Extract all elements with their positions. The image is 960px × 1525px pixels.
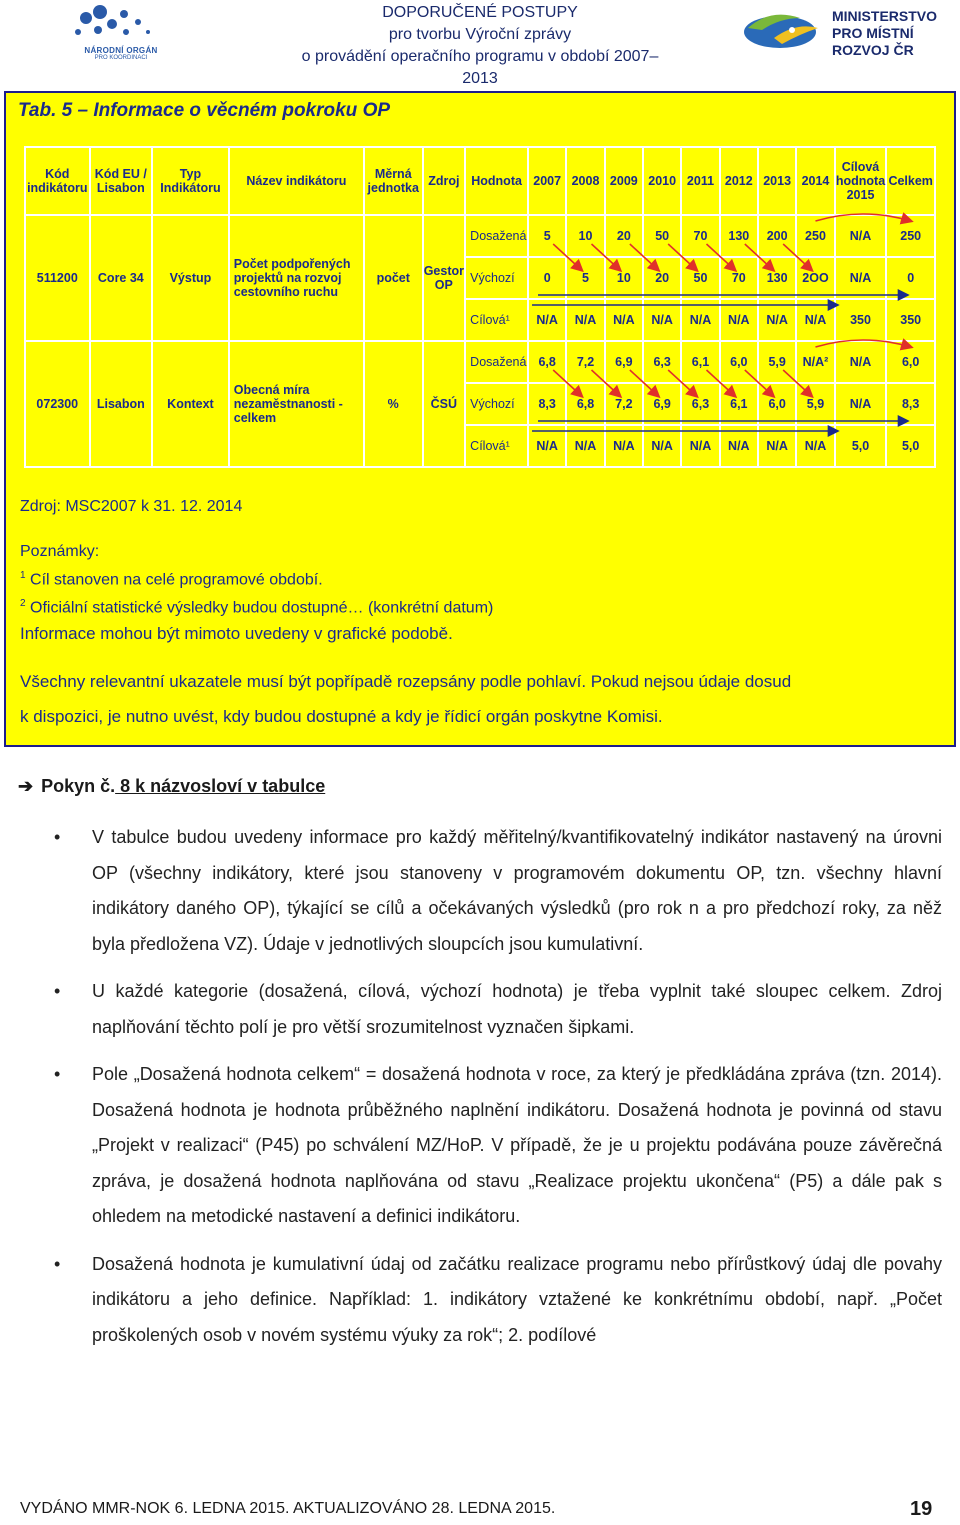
page-header — [0, 0, 960, 87]
cell-value: 50 — [643, 215, 681, 257]
list-item: • U každé kategorie (dosažená, cílová, výchozí hodnota) je třeba vyplnit také sloupec celkem. Zdroj naplňování těchto polí je pro větší srozumitelnost vyznačen šipkami. — [54, 974, 942, 1045]
cell-value: 8,3 — [528, 383, 566, 425]
cell-typ: Kontext — [152, 341, 229, 467]
list-item: • Pole „Dosažená hodnota celkem“ = dosažená hodnota v roce, za který je předkládána zpráva (tzn. 2014). Dosažená hodnota je hodnota průběžného naplnění indikátoru. Dosažená hodnota je povinná od stavu „Projekt v realizaci“ (P45) po schválení MZ/HoP. V případě, že je u projektu podávána pouze závěrečná zpráva, je dosažená hodnota naplňována od stavu „Realizace projektu ukončena“ (P5) a dále pak s ohledem na metodické nastavení a definici indikátoru. — [54, 1057, 942, 1235]
column-header: 2009 — [605, 147, 643, 215]
list-item: • V tabulce budou uvedeny informace pro každý měřitelný/kvantifikovatelný indikátor nastavený na úrovni OP (všechny indikátory, které jsou stanoveny v programovém dokumentu OP, tzn. všechny hlavní indikátory daného OP), týkající se cílů a očekávaných výsledků (pro rok n a pro předchozí roky, za něž byla předložena VZ). Údaje v jednotlivých sloupcích jsou kumulativní. — [54, 820, 942, 962]
table-header-row — [25, 147, 935, 215]
cell-value: N/A — [720, 425, 758, 467]
column-header: 2007 — [528, 147, 566, 215]
cell-eu: Core 34 — [90, 215, 153, 341]
cell-value: N/A — [605, 299, 643, 341]
list-item: • Dosažená hodnota je kumulativní údaj od začátku realizace programu nebo přírůstkový údaj dle povahy indikátoru a jeho definice. Například: 1. indikátory vztažené ke konkrétnímu období, např. „Počet proškolených osob v novém systému výuky za rok“; 2. podílové — [54, 1247, 942, 1354]
cell-hodnota-label: Cílová¹ — [465, 425, 528, 467]
cell-value: 20 — [605, 215, 643, 257]
cell-value: 130 — [758, 257, 796, 299]
cell-value: 250 — [886, 215, 935, 257]
arrow-right-icon: ➔ — [18, 776, 34, 796]
cell-value: 5,0 — [886, 425, 935, 467]
mmr-logo — [740, 4, 950, 64]
header-title — [300, 2, 660, 90]
cell-value: 0 — [528, 257, 566, 299]
narodni-organ-logo — [66, 0, 166, 64]
para-graphic: Informace mohou být mimoto uvedeny v grafické podobě. — [20, 624, 453, 643]
cell-value: 350 — [886, 299, 935, 341]
cell-hodnota-label: Dosažená — [465, 215, 528, 257]
mmr-emblem-icon — [740, 4, 824, 54]
cell-kod: 511200 — [25, 215, 90, 341]
cell-value: 10 — [566, 215, 604, 257]
column-header: Kód indikátoru — [25, 147, 90, 215]
cell-value: 6,8 — [528, 341, 566, 383]
cell-value: N/A — [796, 425, 834, 467]
pokyn-title: 8 k názvosloví v tabulce — [115, 776, 326, 796]
cell-zdroj: Gestor OP — [423, 215, 466, 341]
column-header: Měrná jednotka — [364, 147, 423, 215]
cell-value: 5 — [566, 257, 604, 299]
cell-value: N/A² — [796, 341, 834, 383]
cell-value: N/A — [605, 425, 643, 467]
para-gender-1: Všechny relevantní ukazatele musí být popřípadě rozepsány podle pohlaví. Pokud nejsou údaje dosud — [20, 672, 792, 691]
cell-jednotka: počet — [364, 215, 423, 341]
column-header: Hodnota — [465, 147, 528, 215]
column-header: Název indikátoru — [229, 147, 364, 215]
cell-value: N/A — [528, 425, 566, 467]
cell-value: N/A — [835, 383, 887, 425]
cell-kod: 072300 — [25, 341, 90, 467]
column-header: 2008 — [566, 147, 604, 215]
column-header: Celkem — [886, 147, 935, 215]
table-row — [25, 215, 935, 257]
cell-value: N/A — [796, 299, 834, 341]
column-header: 2010 — [643, 147, 681, 215]
cell-value: N/A — [643, 425, 681, 467]
cell-value: 6,8 — [566, 383, 604, 425]
source-note: Zdroj: MSC2007 k 31. 12. 2014 — [20, 498, 243, 515]
left-org-name: NÁRODNÍ ORGÁN — [84, 46, 158, 55]
cell-value: 5,9 — [796, 383, 834, 425]
cell-value: N/A — [835, 215, 887, 257]
cell-value: 130 — [720, 215, 758, 257]
cell-value: 2OO — [796, 257, 834, 299]
column-header: 2011 — [681, 147, 719, 215]
cell-value: 350 — [835, 299, 887, 341]
column-header: 2013 — [758, 147, 796, 215]
column-header: Zdroj — [423, 147, 466, 215]
cell-jednotka: % — [364, 341, 423, 467]
cell-value: N/A — [758, 425, 796, 467]
cell-value: 6,9 — [605, 341, 643, 383]
cell-value: 6,0 — [720, 341, 758, 383]
note-1: $^1$ Cíl stanoven na celé programové období. — [20, 570, 323, 589]
cell-value: 6,1 — [720, 383, 758, 425]
cell-value: 5 — [528, 215, 566, 257]
cell-value: 6,9 — [643, 383, 681, 425]
cell-value: 70 — [720, 257, 758, 299]
mmr-line-1: MINISTERSTVO — [832, 8, 938, 24]
cell-value: N/A — [835, 257, 887, 299]
column-header: 2012 — [720, 147, 758, 215]
indicator-table — [24, 146, 936, 468]
instruction-list — [54, 820, 942, 1365]
mmr-line-3: ROZVOJ ČR — [832, 42, 914, 58]
cell-value: N/A — [835, 341, 887, 383]
header-line-3: o provádění operačního programu v období 2007–2013 — [301, 48, 659, 87]
column-header: Typ Indikátoru — [152, 147, 229, 215]
cell-value: N/A — [566, 425, 604, 467]
table-row — [25, 341, 935, 383]
cell-value: 6,0 — [886, 341, 935, 383]
cell-hodnota-label: Výchozí — [465, 383, 528, 425]
cell-value: 50 — [681, 257, 719, 299]
cell-value: N/A — [758, 299, 796, 341]
cell-zdroj: ČSÚ — [423, 341, 466, 467]
cell-hodnota-label: Dosažená — [465, 341, 528, 383]
footer-text: VYDÁNO MMR-NOK 6. LEDNA 2015. AKTUALIZOVÁNO 28. LEDNA 2015. — [20, 1500, 556, 1517]
table-title: Tab. 5 – Informace o věcném pokroku OP — [18, 100, 391, 121]
cell-value: 250 — [796, 215, 834, 257]
header-line-2: pro tvorbu Výroční zprávy — [388, 26, 572, 43]
cell-value: 6,1 — [681, 341, 719, 383]
cell-value: 5,0 — [835, 425, 887, 467]
left-org-sub: PRO KOORDINACI — [94, 55, 148, 61]
cell-value: N/A — [643, 299, 681, 341]
cell-typ: Výstup — [152, 215, 229, 341]
cell-eu: Lisabon — [90, 341, 153, 467]
notes-title: Poznámky: — [20, 543, 100, 560]
pokyn-prefix: Pokyn č. — [41, 776, 116, 796]
column-header: Cílová hodnota 2015 — [835, 147, 887, 215]
cell-value: 7,2 — [605, 383, 643, 425]
cell-value: N/A — [566, 299, 604, 341]
cell-nazev: Počet podpořených projektů na rozvoj cestovního ruchu — [229, 215, 364, 341]
cell-value: 6,3 — [643, 341, 681, 383]
cell-value: N/A — [681, 299, 719, 341]
cell-value: 20 — [643, 257, 681, 299]
cell-value: N/A — [528, 299, 566, 341]
cell-value: 200 — [758, 215, 796, 257]
column-header: Kód EU / Lisabon — [90, 147, 153, 215]
notes — [20, 540, 493, 621]
cell-value: 70 — [681, 215, 719, 257]
note-2: $^2$ Oficiální statistické výsledky budou dostupné… (konkrétní datum) — [20, 598, 494, 617]
cell-value: 8,3 — [886, 383, 935, 425]
para-gender-2: k dispozici, je nutno uvést, kdy budou dostupné a kdy je řídicí orgán poskytne Komisi. — [20, 707, 663, 726]
cell-value: 0 — [886, 257, 935, 299]
cell-value: N/A — [720, 299, 758, 341]
cell-value: N/A — [681, 425, 719, 467]
page-number: 19 — [910, 1498, 933, 1520]
cell-value: 6,3 — [681, 383, 719, 425]
cell-hodnota-label: Cílová¹ — [465, 299, 528, 341]
column-header: 2014 — [796, 147, 834, 215]
mmr-line-2: PRO MÍSTNÍ — [832, 25, 914, 41]
cell-value: 5,9 — [758, 341, 796, 383]
dots-logo-icon — [66, 0, 176, 46]
pokyn-heading — [18, 776, 325, 797]
cell-hodnota-label: Výchozí — [465, 257, 528, 299]
cell-value: 7,2 — [566, 341, 604, 383]
cell-value: 6,0 — [758, 383, 796, 425]
header-line-1: DOPORUČENÉ POSTUPY — [382, 4, 578, 21]
mmr-text — [832, 8, 937, 59]
cell-nazev: Obecná míra nezaměstnanosti - celkem — [229, 341, 364, 467]
cell-value: 10 — [605, 257, 643, 299]
